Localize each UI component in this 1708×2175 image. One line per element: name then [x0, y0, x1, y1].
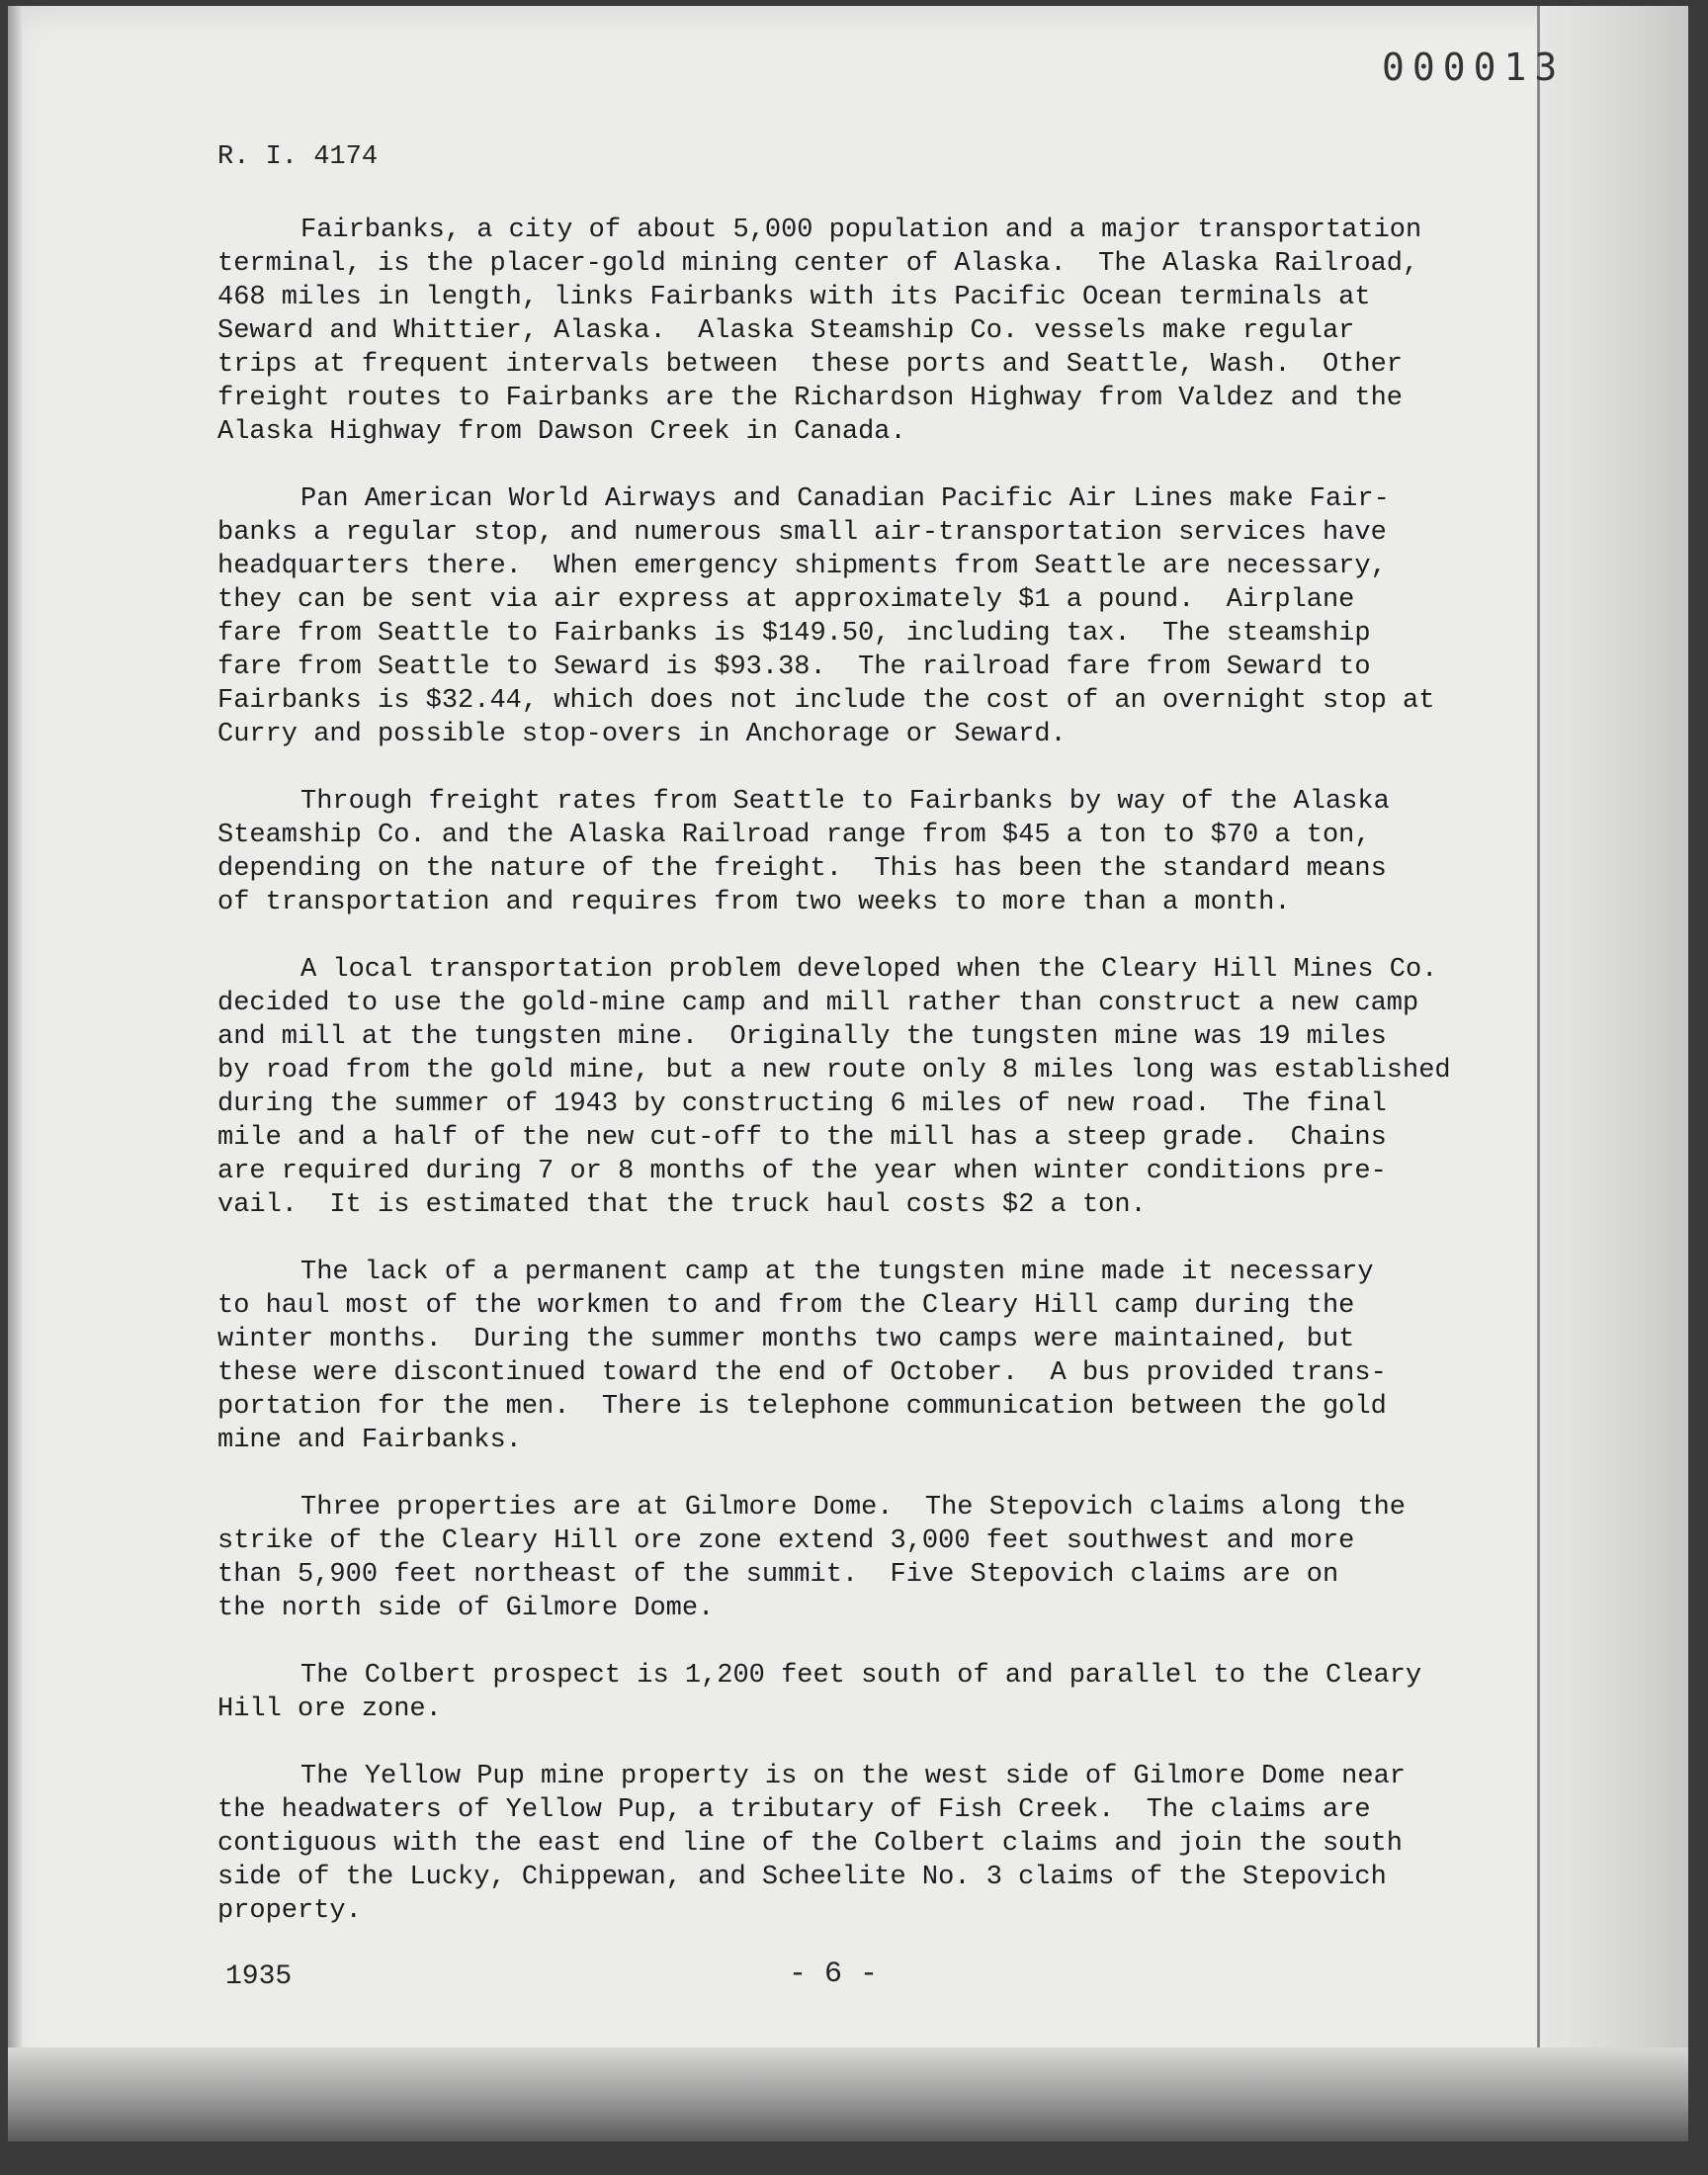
footer-year: 1935: [225, 1961, 293, 1992]
text-line: A local transportation problem developed when the Cleary Hill Mines Co.: [300, 955, 1438, 985]
text-line: Steamship Co. and the Alaska Railroad range from $45 a ton to $70 a ton,: [217, 821, 1371, 850]
paragraph: [217, 785, 1532, 919]
text-line: the north side of Gilmore Dome.: [217, 1594, 715, 1623]
text-line: and mill at the tungsten mine. Originally the tungsten mine was 19 miles: [217, 1022, 1387, 1052]
text-line: mine and Fairbanks.: [217, 1426, 522, 1455]
text-line: Seward and Whittier, Alaska. Alaska Steamship Co. vessels make regular: [217, 316, 1355, 346]
text-line: during the summer of 1943 by constructing 6 miles of new road. The final: [217, 1089, 1387, 1119]
text-line: The Colbert prospect is 1,200 feet south of and parallel to the Cleary: [300, 1661, 1422, 1691]
text-line: strike of the Cleary Hill ore zone extend 3,000 feet southwest and more: [217, 1526, 1355, 1556]
document-page: [8, 6, 1688, 2141]
text-line: Fairbanks, a city of about 5,000 population and a major transportation: [300, 216, 1422, 245]
paragraph: [217, 1256, 1532, 1457]
paragraph: [217, 1491, 1532, 1625]
text-line: by road from the gold mine, but a new route only 8 miles long was established: [217, 1056, 1451, 1086]
text-line: decided to use the gold-mine camp and mill rather than construct a new camp: [217, 989, 1419, 1018]
text-line: they can be sent via air express at approximately $1 a pound. Airplane: [217, 585, 1355, 615]
text-line: fare from Seattle to Fairbanks is $149.50, including tax. The steamship: [217, 619, 1371, 649]
document-body: [217, 214, 1532, 1961]
text-line: 468 miles in length, links Fairbanks with its Pacific Ocean terminals at: [217, 283, 1371, 312]
text-line: portation for the men. There is telephone communication between the gold: [217, 1392, 1387, 1422]
text-line: Hill ore zone.: [217, 1695, 442, 1724]
text-line: freight routes to Fairbanks are the Richardson Highway from Valdez and the: [217, 384, 1403, 413]
text-line: than 5,900 feet northeast of the summit. Five Stepovich claims are on: [217, 1560, 1339, 1590]
text-line: the headwaters of Yellow Pup, a tributary of Fish Creek. The claims are: [217, 1795, 1371, 1825]
text-line: banks a regular stop, and numerous small air-transportation services have: [217, 518, 1387, 548]
text-line: The lack of a permanent camp at the tungsten mine made it necessary: [300, 1258, 1374, 1287]
text-line: Three properties are at Gilmore Dome. The Stepovich claims along the: [300, 1493, 1406, 1522]
text-line: of transportation and requires from two weeks to more than a month.: [217, 888, 1291, 917]
text-line: are required during 7 or 8 months of the year when winter conditions pre-: [217, 1157, 1387, 1186]
page-edge: [1537, 6, 1688, 2141]
report-reference: R. I. 4174: [217, 142, 379, 172]
paragraph: [217, 953, 1532, 1222]
text-line: Through freight rates from Seattle to Fairbanks by way of the Alaska: [300, 787, 1390, 817]
paragraph: [217, 1760, 1532, 1928]
text-line: contiguous with the east end line of the Colbert claims and join the south: [217, 1829, 1403, 1859]
text-line: property.: [217, 1896, 362, 1926]
text-line: depending on the nature of the freight. This has been the standard means: [217, 854, 1387, 884]
text-line: terminal, is the placer-gold mining center of Alaska. The Alaska Railroad,: [217, 249, 1419, 279]
text-line: to haul most of the workmen to and from the Cleary Hill camp during the: [217, 1291, 1355, 1321]
text-line: Pan American World Airways and Canadian Pacific Air Lines make Fair-: [300, 484, 1390, 514]
text-line: headquarters there. When emergency shipments from Seattle are necessary,: [217, 552, 1387, 581]
document-number: 000013: [1382, 45, 1566, 89]
paragraph: [217, 214, 1532, 449]
paragraph: [217, 482, 1532, 751]
text-line: Fairbanks is $32.44, which does not include the cost of an overnight stop at: [217, 686, 1435, 716]
page-bottom-shadow: [8, 2047, 1688, 2141]
text-line: side of the Lucky, Chippewan, and Scheelite No. 3 claims of the Stepovich: [217, 1863, 1387, 1892]
paragraph: [217, 1659, 1532, 1726]
text-line: winter months. During the summer months two camps were maintained, but: [217, 1325, 1355, 1354]
text-line: trips at frequent intervals between these ports and Seattle, Wash. Other: [217, 350, 1403, 380]
text-line: fare from Seattle to Seward is $93.38. The railroad fare from Seward to: [217, 652, 1371, 682]
page-number: - 6 -: [789, 1958, 879, 1991]
text-line: Alaska Highway from Dawson Creek in Canada.: [217, 417, 906, 447]
text-line: Curry and possible stop-overs in Anchorage or Seward.: [217, 720, 1067, 749]
text-line: The Yellow Pup mine property is on the west side of Gilmore Dome near: [300, 1762, 1406, 1791]
text-line: mile and a half of the new cut-off to the mill has a steep grade. Chains: [217, 1123, 1387, 1153]
text-line: vail. It is estimated that the truck haul costs $2 a ton.: [217, 1190, 1147, 1220]
text-line: these were discontinued toward the end of October. A bus provided trans-: [217, 1358, 1387, 1388]
